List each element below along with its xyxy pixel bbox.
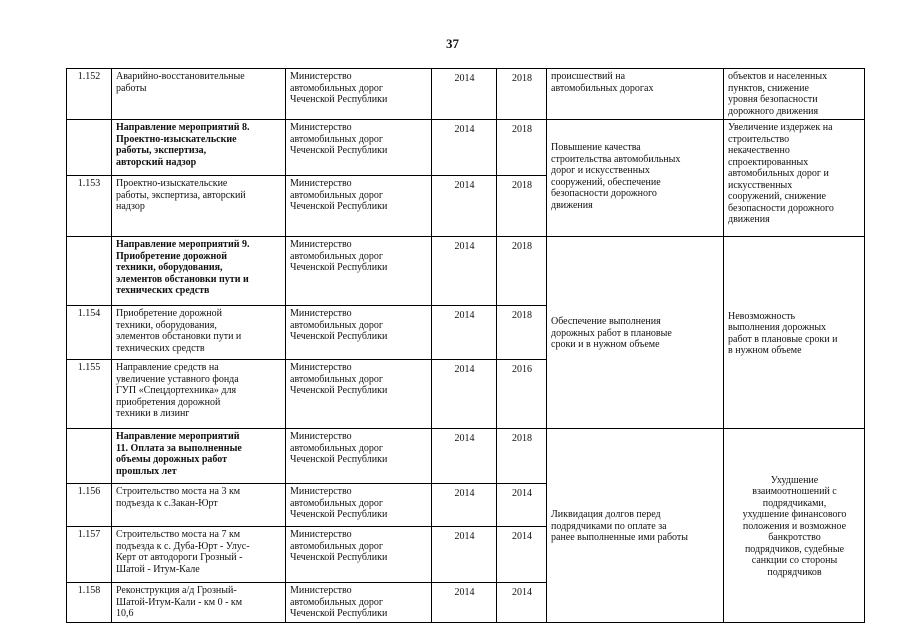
- start-year-cell: 2014: [432, 69, 497, 120]
- row-number: 1.155: [67, 360, 112, 429]
- table-row: [67, 120, 865, 176]
- executor-cell: Министерство автомобильных дорог Чеченской Республики: [286, 69, 432, 120]
- measure-cell: Строительство моста на 7 км подъезда к с. Дуба-Юрт - Улус- Керт от автодороги Грозный - Шатой - Итум-Кале: [112, 527, 286, 583]
- executor-cell: Министерство автомобильных дорог Чеченской Республики: [286, 527, 432, 583]
- measure-cell: Аварийно-восстановительные работы: [112, 69, 286, 120]
- consequence-cell: Невозможность выполнения дорожных работ в плановые сроки и в нужном объеме: [724, 237, 865, 429]
- end-year-cell: 2014: [497, 484, 547, 527]
- start-year-cell: 2014: [432, 484, 497, 527]
- start-year-cell: 2014: [432, 237, 497, 306]
- row-number: [67, 429, 112, 484]
- expected-result-cell: Повышение качества строительства автомобильных дорог и искусственных сооружений, обеспечение безопасности дорожного движения: [547, 120, 724, 237]
- table-row: [67, 429, 865, 484]
- row-number: 1.154: [67, 306, 112, 360]
- measure-direction-heading: Направление мероприятий 11. Оплата за выполненные объемы дорожных работ прошлых лет: [112, 429, 286, 484]
- measure-cell: Реконструкция а/д Грозный- Шатой-Итум-Кали - км 0 - км 10,6: [112, 583, 286, 623]
- start-year-cell: 2014: [432, 429, 497, 484]
- executor-cell: Министерство автомобильных дорог Чеченской Республики: [286, 306, 432, 360]
- table-row: [67, 237, 865, 306]
- end-year-cell: 2014: [497, 583, 547, 623]
- page-number: 37: [446, 36, 459, 51]
- row-number: 1.157: [67, 527, 112, 583]
- consequence-cell: Увеличение издержек на строительство некачественно спроектированных автомобильных дорог и искусственных сооружений, снижение безопасности дорожного движения: [724, 120, 865, 237]
- end-year-cell: 2018: [497, 237, 547, 306]
- consequence-cell: объектов и населенных пунктов, снижение уровня безопасности дорожного движения: [724, 69, 865, 120]
- expected-result-cell: Ликвидация долгов перед подрядчиками по оплате за ранее выполненные ими работы: [547, 429, 724, 623]
- expected-result-cell: Обеспечение выполнения дорожных работ в плановые сроки и в нужном объеме: [547, 237, 724, 429]
- measure-cell: Строительство моста на 3 км подъезда к с.Закан-Юрт: [112, 484, 286, 527]
- row-number: 1.156: [67, 484, 112, 527]
- end-year-cell: 2016: [497, 360, 547, 429]
- end-year-cell: 2018: [497, 120, 547, 176]
- measure-cell: Направление средств на увеличение уставного фонда ГУП «Спецдортехника» для приобретения дорожной техники в лизинг: [112, 360, 286, 429]
- end-year-cell: 2018: [497, 176, 547, 237]
- program-measures-table: [66, 68, 865, 623]
- measure-direction-heading: Направление мероприятий 8. Проектно-изыскательские работы, экспертиза, авторский надзор: [112, 120, 286, 176]
- end-year-cell: 2018: [497, 69, 547, 120]
- executor-cell: Министерство автомобильных дорог Чеченской Республики: [286, 237, 432, 306]
- row-number: 1.153: [67, 176, 112, 237]
- start-year-cell: 2014: [432, 527, 497, 583]
- executor-cell: Министерство автомобильных дорог Чеченской Республики: [286, 429, 432, 484]
- start-year-cell: 2014: [432, 306, 497, 360]
- start-year-cell: 2014: [432, 120, 497, 176]
- end-year-cell: 2018: [497, 306, 547, 360]
- table-row: [67, 69, 865, 120]
- start-year-cell: 2014: [432, 176, 497, 237]
- executor-cell: Министерство автомобильных дорог Чеченской Республики: [286, 360, 432, 429]
- measure-cell: Проектно-изыскательские работы, экспертиза, авторский надзор: [112, 176, 286, 237]
- start-year-cell: 2014: [432, 360, 497, 429]
- row-number: 1.158: [67, 583, 112, 623]
- executor-cell: Министерство автомобильных дорог Чеченской Республики: [286, 484, 432, 527]
- executor-cell: Министерство автомобильных дорог Чеченской Республики: [286, 120, 432, 176]
- measure-cell: Приобретение дорожной техники, оборудования, элементов обстановки пути и технических средств: [112, 306, 286, 360]
- row-number: [67, 237, 112, 306]
- expected-result-cell: происшествий на автомобильных дорогах: [547, 69, 724, 120]
- row-number: [67, 120, 112, 176]
- row-number: 1.152: [67, 69, 112, 120]
- start-year-cell: 2014: [432, 583, 497, 623]
- measure-direction-heading: Направление мероприятий 9. Приобретение дорожной техники, оборудования, элементов обстановки пути и технических средств: [112, 237, 286, 306]
- consequence-cell: Ухудшение взаимоотношений с подрядчиками, ухудшение финансового положения и возможное банкротство подрядчиков, судебные санкции со стороны подрядчиков: [724, 429, 865, 623]
- end-year-cell: 2014: [497, 527, 547, 583]
- executor-cell: Министерство автомобильных дорог Чеченской Республики: [286, 583, 432, 623]
- end-year-cell: 2018: [497, 429, 547, 484]
- executor-cell: Министерство автомобильных дорог Чеченской Республики: [286, 176, 432, 237]
